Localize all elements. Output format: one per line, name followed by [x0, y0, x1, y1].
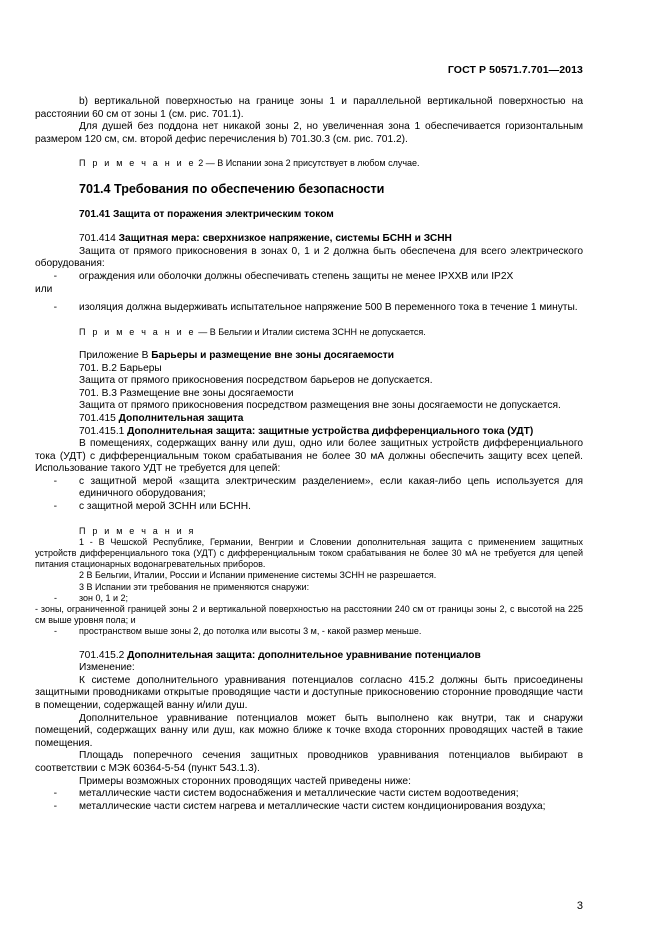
paragraph-414a: Защита от прямого прикосновения в зонах 0, 1 и 2 должна быть обеспечена для всего электрического оборудования: [35, 245, 583, 270]
note-label: П р и м е ч а н и е [79, 326, 196, 337]
change-label: Изменение: [79, 662, 135, 674]
list-item: - с защитной мерой ЗСНН или БСНН. [53, 501, 251, 513]
section-title-701414 [35, 233, 583, 246]
appendix-title: Барьеры и размещение вне зоны досягаемости [151, 349, 395, 361]
note-1: 1 - В Чешской Республике, Германии, Венгрии и Словении дополнительная защита с применением защитных устройств дифференциального тока (УДТ) с дифференциальным током срабатывания не более 30 мА не требуется для цепей питания стационарных водонагревательных приборов. [35, 536, 583, 570]
section-title-701415 [35, 413, 583, 426]
note-text: — В Бельгии и Италии система ЗСНН не допускается. [195, 326, 426, 337]
paragraph-b: b) вертикальной поверхностью на границе зоны 1 и параллельной вертикальной поверхностью на расстоянии 60 см от зоны 1 (см. рис. 701.1). [35, 96, 583, 120]
subsection-b2-title: 701. В.2 Барьеры [79, 362, 162, 374]
appendix-b-title [35, 350, 583, 363]
section-number: 701.415.1 [79, 425, 128, 437]
paragraph-4152a: К системе дополнительного уравнивания потенциалов согласно 415.2 должны быть присоединены защитными проводниками открытые проводящие части и доступные прикосновению сторонние проводящие части в помещении, содержащей ванну и/или душ. [35, 674, 583, 712]
list-item: - металлические части систем нагрева и металлические части систем кондиционирования воздуха; [53, 800, 546, 812]
note-spain-zone2 [35, 158, 583, 169]
paragraph-showers: Для душей без поддона нет никакой зоны 2, но увеличенная зона 1 обеспечивается горизонтальным размером 120 см, см. второй дефис перечисления b) 701.30.3 (см. рис. 701.2). [35, 121, 583, 145]
section-title-7014152 [35, 650, 583, 663]
section-heading-7014: 701.4 Требования по обеспечению безопасности [79, 181, 385, 196]
note-belgium-italy [35, 327, 583, 338]
section-number: 701.415 [79, 412, 119, 424]
list-item: - ограждения или оболочки должны обеспечивать степень защиты не менее IPXXB или IP2X [53, 270, 514, 282]
section-title: Дополнительная защита: защитные устройства дифференциального тока (УДТ) [127, 425, 534, 437]
list-item: - металлические части систем водоснабжения и металлические части систем водоотведения; [53, 788, 519, 800]
note-2: 2 В Бельгии, Италии, России и Испании применение системы ЗСНН не разрешается. [79, 570, 437, 581]
list-item: - изоляция должна выдерживать испытательное напряжение 500 В переменного тока в течение 1 минуты. [53, 302, 578, 314]
page-number: 3 [576, 900, 583, 912]
note-text: 2 — В Испании зона 2 присутствует в любом случае. [195, 158, 420, 169]
note-3b: - зоны, ограниченной границей зоны 2 и вертикальной поверхностью на расстоянии 240 см от границы зоны 2, с высотой на 225 см выше уровня пола; и [35, 604, 583, 626]
list-item: - с защитной мерой «защита электрическим разделением», если какая-либо цепь используется для единичного оборудования; [53, 475, 583, 500]
section-title: Защитная мера: сверхнизкое напряжение, системы БСНН и ЗСНН [118, 233, 452, 245]
paragraph-4151: В помещениях, содержащих ванну или душ, одно или более защитных устройств дифференциального тока (УДТ) с дифференциальным током срабатывания не более 30 мА должны обеспечить защиту всех цепей. Использование такого УДТ не требуется для цепей: [35, 438, 583, 475]
paragraph-4152d: Примеры возможных сторонних проводящих частей приведены ниже: [79, 775, 411, 787]
section-number: 701.415.2 [79, 649, 128, 661]
page-content [35, 96, 583, 813]
note-list-item: - пространством выше зоны 2, до потолка или высоты 3 м, - какой размер меньше. [54, 626, 422, 637]
document-header: ГОСТ Р 50571.7.701—2013 [447, 64, 583, 76]
document-page [35, 58, 583, 920]
subsection-b3-title: 701. В.3 Размещение вне зоны досягаемости [79, 387, 294, 399]
note-label: П р и м е ч а н и е [79, 158, 196, 169]
section-heading-70141: 701.41 Защита от поражения электрическим током [79, 208, 334, 220]
subsection-b3-text: Защита от прямого прикосновения посредством размещения вне зоны досягаемости не допускается. [79, 400, 561, 412]
note-list-item: - зон 0, 1 и 2; [54, 592, 129, 603]
note-3: 3 В Испании эти требования не применяются снаружи: [79, 581, 310, 592]
section-title-7014151 [35, 426, 583, 439]
paragraph-4152b: Дополнительное уравнивание потенциалов может быть выполнено как внутри, так и снаружи помещений, содержащих ванну или душ, как можно ближе к точке входа сторонних проводящих частей в такие помещения. [35, 712, 583, 749]
section-number: 701.414 [79, 233, 119, 245]
appendix-number: Приложение В [79, 349, 152, 361]
or-text: или [35, 283, 53, 295]
section-title: Дополнительная защита: дополнительное уравнивание потенциалов [127, 649, 481, 661]
section-title: Дополнительная защита [118, 412, 244, 424]
paragraph-4152c: Площадь поперечного сечения защитных проводников уравнивания потенциалов выбирают в соответствии с МЭК 60364-5-54 (пункт 543.1.3). [35, 750, 583, 775]
notes-label: П р и м е ч а н и я [79, 525, 196, 536]
subsection-b2-text: Защита от прямого прикосновения посредством барьеров не допускается. [79, 375, 433, 387]
